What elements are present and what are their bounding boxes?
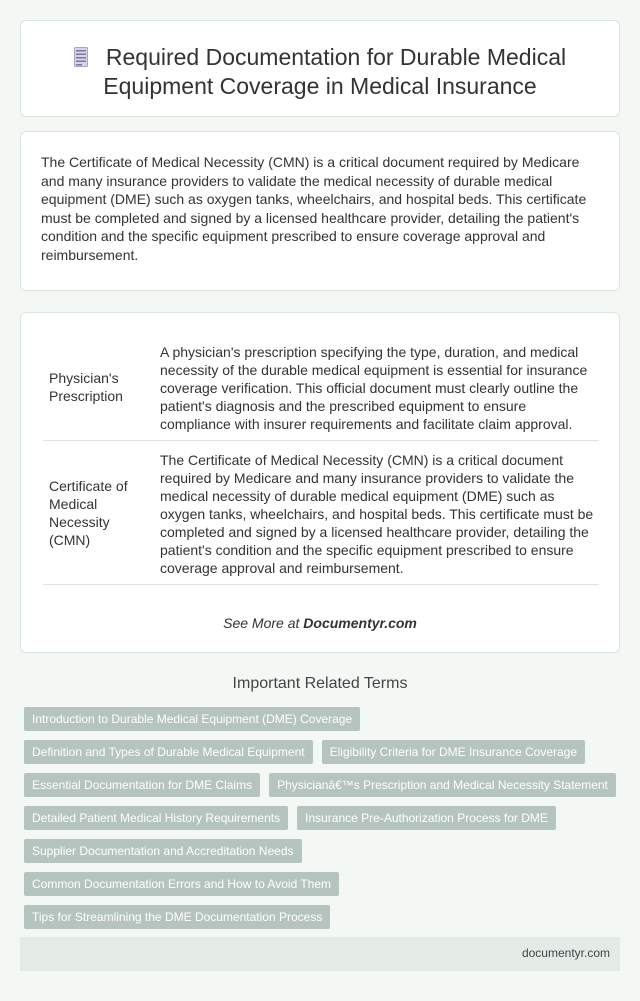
intro-card (20, 131, 620, 291)
documentation-table (43, 333, 599, 585)
related-term-tag[interactable]: Common Documentation Errors and How to Avoid Them (24, 872, 339, 896)
related-term-tag[interactable]: Introduction to Durable Medical Equipment (DME) Coverage (24, 707, 360, 731)
page-title: Required Documentation for Durable Medical Equipment Coverage in Medical Insurance (103, 44, 567, 99)
table-row (43, 333, 599, 441)
table-term: Physician's Prescription (43, 333, 156, 441)
related-term-tag[interactable]: Tips for Streamlining the DME Documentation Process (24, 905, 330, 929)
related-term-tag[interactable]: Definition and Types of Durable Medical Equipment (24, 740, 313, 764)
table-description: The Certificate of Medical Necessity (CMN) is a critical document required by Medicare and many insurance providers to validate the medical necessity of durable medical equipment (DME) such as oxygen tanks, wheelchairs, and hospital beds. This certificate must be completed and signed by a licensed healthcare provider, detailing the patient's condition and the specific equipment prescribed to ensure coverage approval and reimbursement. (156, 441, 599, 585)
related-term-tag[interactable]: Physicianâ€™s Prescription and Medical Necessity Statement (269, 773, 616, 797)
related-term-tag[interactable]: Detailed Patient Medical History Requirements (24, 806, 288, 830)
related-term-tag[interactable]: Essential Documentation for DME Claims (24, 773, 260, 797)
see-more-prefix: See More at (223, 615, 304, 631)
intro-text: The Certificate of Medical Necessity (CMN) is a critical document required by Medicare and many insurance providers to validate the medical necessity of durable medical equipment (DME) such as oxygen tanks, wheelchairs, and hospital beds. This certificate must be completed and signed by a licensed healthcare provider, detailing the patient's condition and the specific equipment prescribed to ensure coverage approval and reimbursement. (41, 154, 587, 263)
footer-site-link[interactable]: documentyr.com (521, 946, 610, 960)
document-icon (74, 45, 88, 65)
related-term-tag[interactable]: Eligibility Criteria for DME Insurance Coverage (322, 740, 585, 764)
table-description: A physician's prescription specifying the type, duration, and medical necessity of the durable medical equipment is essential for insurance coverage verification. This official document must clearly outline the patient's diagnosis and the prescribed equipment to ensure compliance with insurer requirements and facilitate claim approval. (156, 333, 599, 441)
page-title-wrap (21, 43, 619, 101)
related-term-tag[interactable]: Insurance Pre-Authorization Process for DME (297, 806, 556, 830)
see-more-link[interactable] (21, 615, 619, 631)
title-card (20, 20, 620, 117)
related-term-tag[interactable]: Supplier Documentation and Accreditation Needs (24, 839, 302, 863)
table-row (43, 441, 599, 585)
table-term: Certificate of Medical Necessity (CMN) (43, 441, 156, 585)
see-more-site[interactable]: Documentyr.com (303, 615, 417, 631)
table-card (20, 312, 620, 653)
related-terms-heading: Important Related Terms (232, 675, 408, 692)
related-terms-tags (24, 707, 620, 929)
footer (20, 937, 620, 971)
